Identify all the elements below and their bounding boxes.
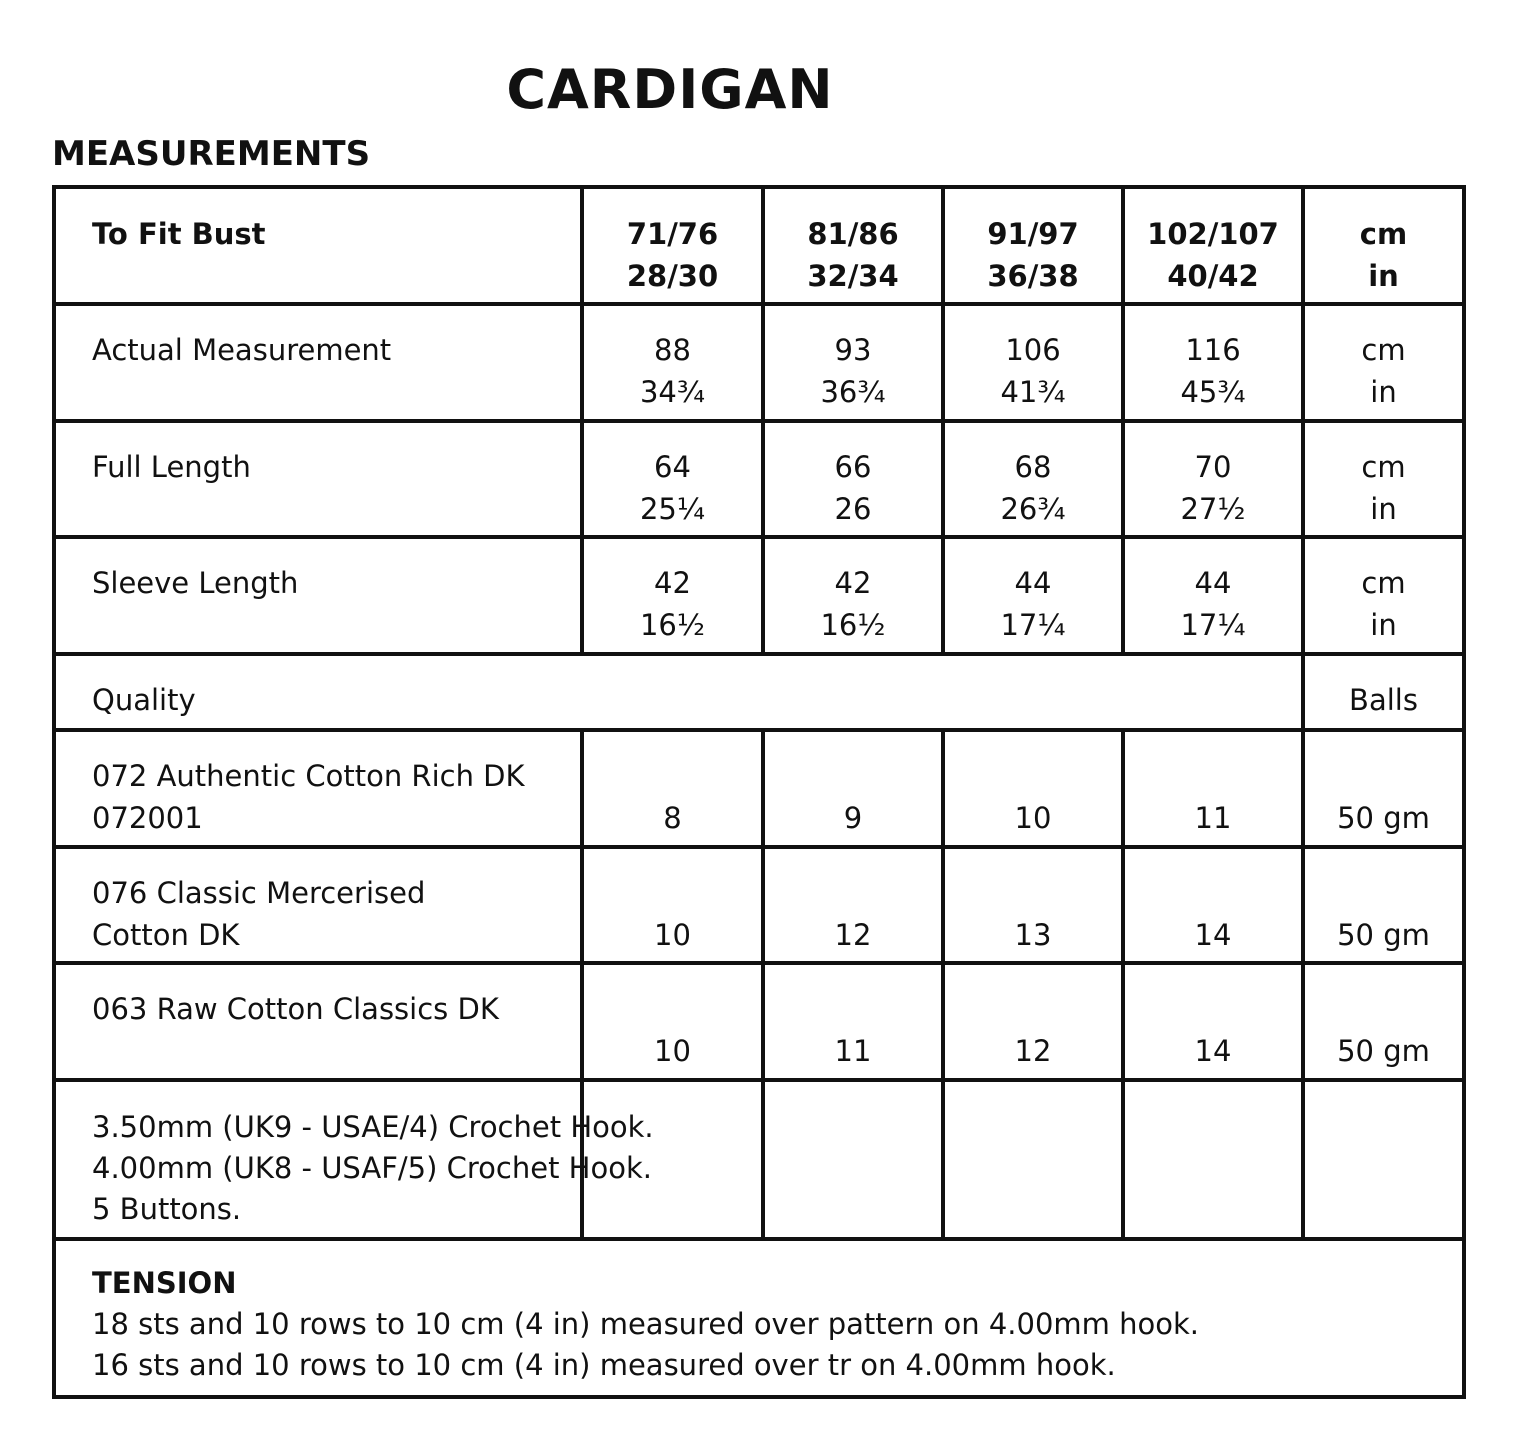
value-in: 16½ [639,608,705,642]
value-cm: 68 [1014,450,1052,484]
value-cm: 44 [1014,566,1052,600]
size-cm: 71/76 [626,217,719,251]
table-cell: 9 [843,801,863,835]
size-header [584,213,761,297]
table-cell: 8 [663,801,682,835]
table-cell [584,446,761,530]
materials-list [92,1107,654,1230]
materials-item: 5 Buttons. [92,1192,242,1226]
unit-cm: cm [1361,566,1406,600]
table-cell [765,446,941,530]
size-header [765,213,941,297]
value-cm: 64 [654,450,691,484]
value-in: 17¼ [1000,608,1066,642]
table-cell [1125,329,1301,413]
size-in: 32/34 [807,259,899,293]
units-cell [1305,562,1462,646]
row-divider [56,302,1462,306]
units-cell [1305,329,1462,413]
table-cell [1125,562,1301,646]
table-cell [584,329,761,413]
row-divider [56,728,1462,732]
row-divider [56,845,1462,849]
tension-section [92,1263,1199,1386]
value-in: 25¼ [639,492,705,526]
table-cell: 10 [654,1034,691,1068]
value-cm: 42 [834,566,872,600]
table-cell [945,562,1121,646]
size-in: 28/30 [626,259,719,293]
row-label: Full Length [92,450,251,484]
unit-cm: cm [1361,333,1406,367]
yarn-line: Cotton DK [92,918,240,952]
value-cm: 106 [1005,333,1061,367]
table-cell [765,562,941,646]
value-cm: 93 [834,333,872,367]
table-cell [765,329,941,413]
value-cm: 66 [834,450,872,484]
table-cell: 14 [1194,918,1232,952]
quality-label: Quality [92,683,196,717]
unit-in: in [1370,492,1397,526]
unit-in: in [1370,375,1397,409]
yarn-line: 072001 [92,801,203,835]
table-cell [1125,446,1301,530]
table-cell [945,329,1121,413]
units-cell [1305,446,1462,530]
size-header [1125,213,1301,297]
value-cm: 70 [1194,450,1232,484]
balls-label: Balls [1349,683,1418,717]
yarn-line: 063 Raw Cotton Classics DK [92,992,499,1026]
row-divider [56,961,1462,965]
materials-item: 4.00mm (UK8 - USAF/5) Crochet Hook. [92,1151,652,1185]
value-in: 27½ [1180,492,1246,526]
yarn-name [56,988,580,1030]
page-title: CARDIGAN [506,58,834,121]
row-divider [56,652,1462,656]
table-cell [945,446,1121,530]
value-in: 26 [834,492,872,526]
value-in: 17¼ [1180,608,1246,642]
value-in: 26¾ [1000,492,1066,526]
value-in: 41¾ [1000,375,1066,409]
unit-cm: cm [1361,450,1406,484]
size-in: 36/38 [987,259,1079,293]
measurements-table [52,185,1466,1399]
size-in: 40/42 [1167,259,1259,293]
value-in: 16½ [820,608,886,642]
size-cm: 102/107 [1147,217,1279,251]
table-cell [584,562,761,646]
units-header [1305,213,1462,297]
row-divider [56,419,1462,423]
value-in: 36¾ [820,375,886,409]
table-cell: 12 [834,918,872,952]
row-divider [56,1237,1462,1241]
yarn-name [56,872,580,956]
yarn-line: 076 Classic Mercerised [92,876,426,910]
unit-in: in [1370,608,1397,642]
table-cell: 12 [1014,1034,1052,1068]
value-cm: 44 [1194,566,1232,600]
units-cell: 50 gm [1337,801,1430,835]
unit-in: in [1368,259,1399,293]
value-cm: 42 [654,566,691,600]
tension-heading: TENSION [92,1266,237,1300]
value-cm: 116 [1185,333,1241,367]
section-title: MEASUREMENTS [52,134,371,174]
table-cell: 14 [1194,1034,1232,1068]
yarn-line: 072 Authentic Cotton Rich DK [92,759,525,793]
table-cell: 10 [1014,801,1052,835]
header-label: To Fit Bust [92,217,266,251]
yarn-name [56,755,580,839]
table-cell: 10 [654,918,691,952]
row-label: Sleeve Length [92,566,299,600]
value-in: 34¾ [639,375,705,409]
units-cell: 50 gm [1337,1034,1430,1068]
units-cell: 50 gm [1337,918,1430,952]
row-label: Actual Measurement [92,333,392,367]
materials-item: 3.50mm (UK9 - USAE/4) Crochet Hook. [92,1110,654,1144]
table-cell: 11 [834,1034,872,1068]
unit-cm: cm [1359,217,1408,251]
table-cell: 11 [1194,801,1232,835]
table-cell: 13 [1014,918,1052,952]
value-in: 45¾ [1180,375,1246,409]
size-cm: 91/97 [987,217,1079,251]
tension-line: 16 sts and 10 rows to 10 cm (4 in) measured over tr on 4.00mm hook. [92,1348,1116,1382]
size-cm: 81/86 [807,217,899,251]
row-divider [56,1078,1462,1082]
value-cm: 88 [654,333,691,367]
row-divider [56,535,1462,539]
size-header [945,213,1121,297]
tension-line: 18 sts and 10 rows to 10 cm (4 in) measured over pattern on 4.00mm hook. [92,1307,1199,1341]
